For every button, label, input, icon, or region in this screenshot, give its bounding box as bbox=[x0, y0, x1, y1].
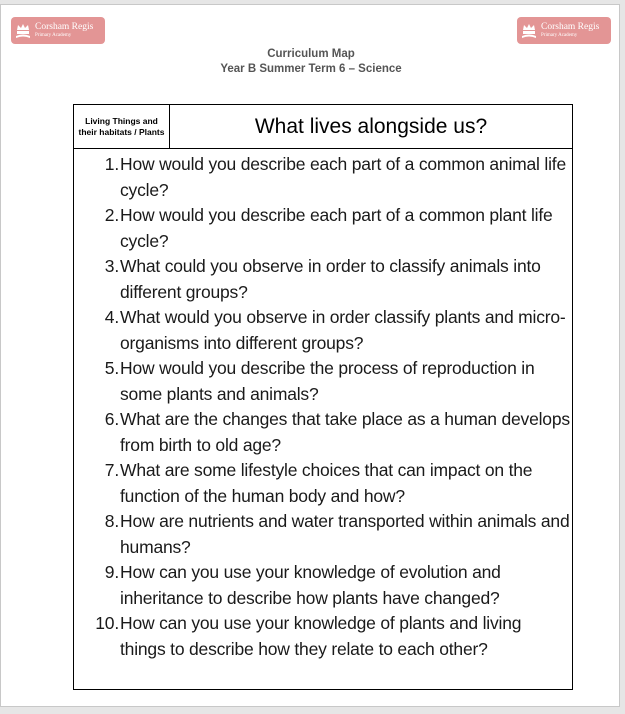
list-item bbox=[88, 407, 570, 458]
question-text: What are some lifestyle choices that can impact on the function of the human body and how? bbox=[120, 460, 533, 506]
question-text: How can you use your knowledge of evolution and inheritance to describe how plants have changed? bbox=[120, 562, 501, 608]
list-item bbox=[88, 152, 570, 203]
list-item bbox=[88, 509, 570, 560]
logo-name: Corsham Regis bbox=[541, 21, 600, 32]
list-item bbox=[88, 203, 570, 254]
question-number: 5. bbox=[104, 358, 119, 378]
document-page bbox=[0, 4, 620, 707]
list-item bbox=[88, 560, 570, 611]
question-text: What are the changes that take place as a human develops from birth to old age? bbox=[120, 409, 570, 455]
logo-name: Corsham Regis bbox=[35, 21, 94, 32]
big-question: What lives alongside us? bbox=[254, 114, 488, 138]
question-list bbox=[88, 152, 570, 662]
question-number: 6. bbox=[104, 409, 119, 429]
unit-table bbox=[73, 104, 573, 690]
page-subtitle: Year B Summer Term 6 – Science bbox=[220, 63, 402, 75]
logo-subtitle: Primary Academy bbox=[35, 33, 72, 39]
question-text: How would you describe the process of reproduction in some plants and animals? bbox=[120, 358, 535, 404]
school-logo-left bbox=[11, 17, 105, 44]
list-item bbox=[88, 305, 570, 356]
question-text: How can you use your knowledge of plants and living things to describe how they relate to each other? bbox=[120, 613, 522, 659]
question-text: What could you observe in order to classify animals into different groups? bbox=[120, 256, 541, 302]
school-logo-right bbox=[517, 17, 611, 44]
question-number: 3. bbox=[104, 256, 119, 276]
question-text: How would you describe each part of a common animal life cycle? bbox=[120, 154, 566, 200]
crest-icon bbox=[521, 22, 537, 40]
question-number: 8. bbox=[104, 511, 119, 531]
list-item bbox=[88, 254, 570, 305]
strand-label: Living Things and their habitats / Plants bbox=[74, 105, 170, 148]
question-number: 9. bbox=[104, 562, 119, 582]
question-text: What would you observe in order classify plants and micro-organisms into different groups? bbox=[120, 307, 566, 353]
list-item bbox=[88, 458, 570, 509]
question-number: 4. bbox=[104, 307, 119, 327]
question-text: How are nutrients and water transported within animals and humans? bbox=[120, 511, 570, 557]
list-item bbox=[88, 356, 570, 407]
question-text: How would you describe each part of a common plant life cycle? bbox=[120, 205, 553, 251]
crest-icon bbox=[15, 22, 31, 40]
list-item bbox=[88, 611, 570, 662]
question-number: 1. bbox=[104, 154, 119, 174]
question-number: 7. bbox=[104, 460, 119, 480]
page-title: Curriculum Map bbox=[267, 48, 355, 60]
logo-subtitle: Primary Academy bbox=[541, 33, 578, 39]
topic-row bbox=[74, 105, 572, 149]
question-number: 2. bbox=[104, 205, 119, 225]
question-number: 10. bbox=[95, 613, 119, 633]
